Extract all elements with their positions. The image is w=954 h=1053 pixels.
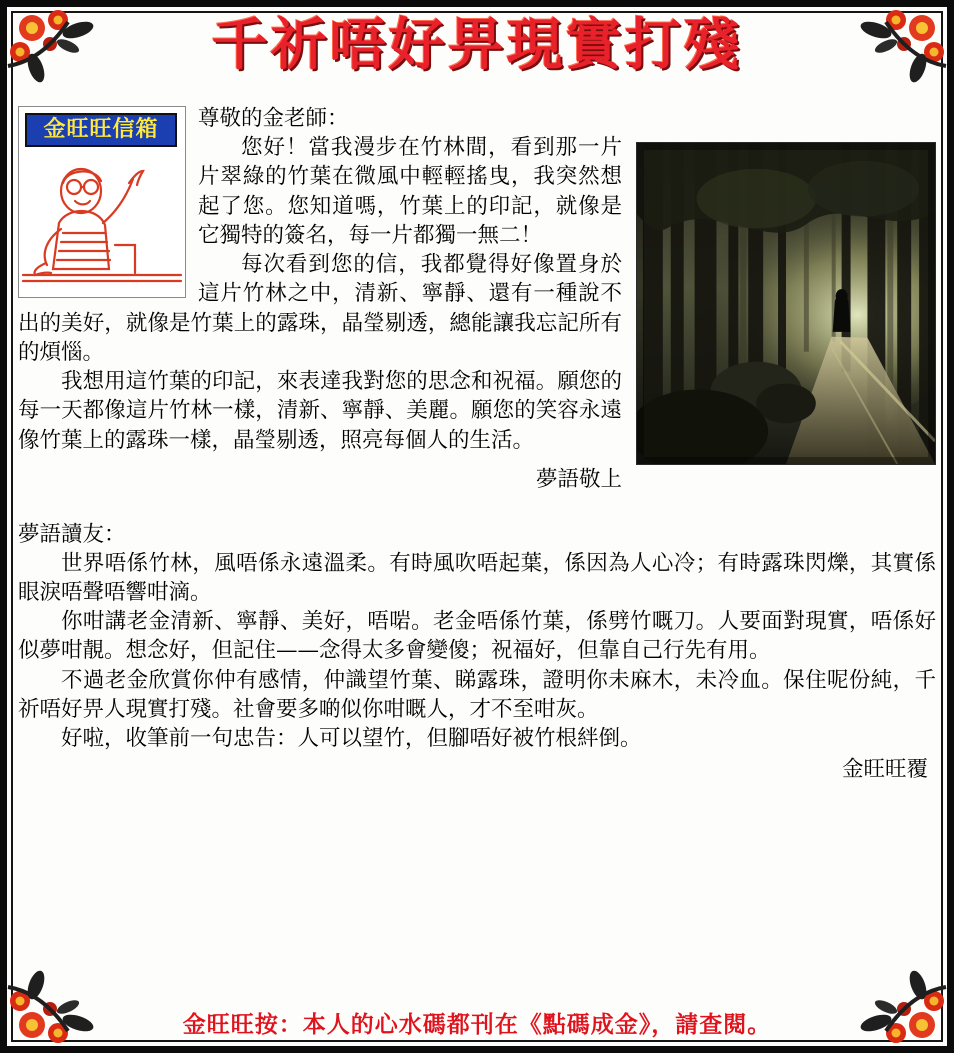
letter-paragraph: 每次看到您的信，我都覺得好像置身於這片竹林之中，清新、寧靜、還有一種說不出的美好，就像是竹葉上的露珠，晶瑩剔透，總能讓我忘記所有的煩惱。 [18, 252, 622, 365]
reply-signature: 金旺旺覆 [841, 757, 928, 783]
letter-paragraph: 您好！當我漫步在竹林間，看到那一片片翠綠的竹葉在微風中輕輕搖曳，我突然想起了您。您知道嗎，竹葉上的印記，就像是它獨特的簽名，每一片都獨一無二！ [198, 135, 622, 248]
reply-paragraph: 你咁講老金清新、寧靜、美好，唔啱。老金唔係竹葉，係劈竹嘅刀。人要面對現實，唔係好似夢咁靚。想念好，但記住——念得太多會變傻；祝福好，但靠自己行先有用。 [18, 609, 936, 664]
reply-paragraph: 好啦，收筆前一句忠告：人可以望竹，但腳唔好被竹根絆倒。 [61, 726, 642, 752]
column-logo-text: 金旺旺信箱 [43, 116, 159, 143]
column-logo-banner [25, 113, 177, 147]
letter-salutation: 尊敬的金老師： [198, 106, 349, 131]
page-title: 千祈唔好畀現實打殘 [211, 12, 743, 78]
column-logo [18, 106, 186, 298]
reply-paragraph: 不過老金欣賞你仲有感情，仲識望竹葉、睇露珠，證明你未麻木，未冷血。保住呢份純，千祈唔好畀人現實打殘。社會要多啲似你咁嘅人，才不至咁灰。 [18, 667, 936, 722]
bamboo-forest-photo [636, 142, 936, 465]
reply-paragraph: 世界唔係竹林，風唔係永遠溫柔。有時風吹唔起葉，係因為人心冷；有時露珠閃爍，其實係眼淚唔聲唔響咁滴。 [18, 550, 936, 606]
reply-salutation: 夢語讀友： [18, 521, 126, 547]
man-pointing-illustration-icon [19, 149, 185, 297]
letter-signature: 夢語敬上 [535, 466, 622, 492]
editor-note: 金旺旺按：本人的心水碼都刊在《點碼成金》，請查閱。 [182, 1011, 772, 1038]
letter-paragraph: 我想用這竹葉的印記，來表達我對您的思念和祝福。願您的每一天都像這片竹林一樣，清新、寧靜、美麗。願您的笑容永遠像竹葉上的露珠一樣，晶瑩剔透，照亮每個人的生活。 [18, 369, 622, 453]
article-body [18, 104, 936, 991]
